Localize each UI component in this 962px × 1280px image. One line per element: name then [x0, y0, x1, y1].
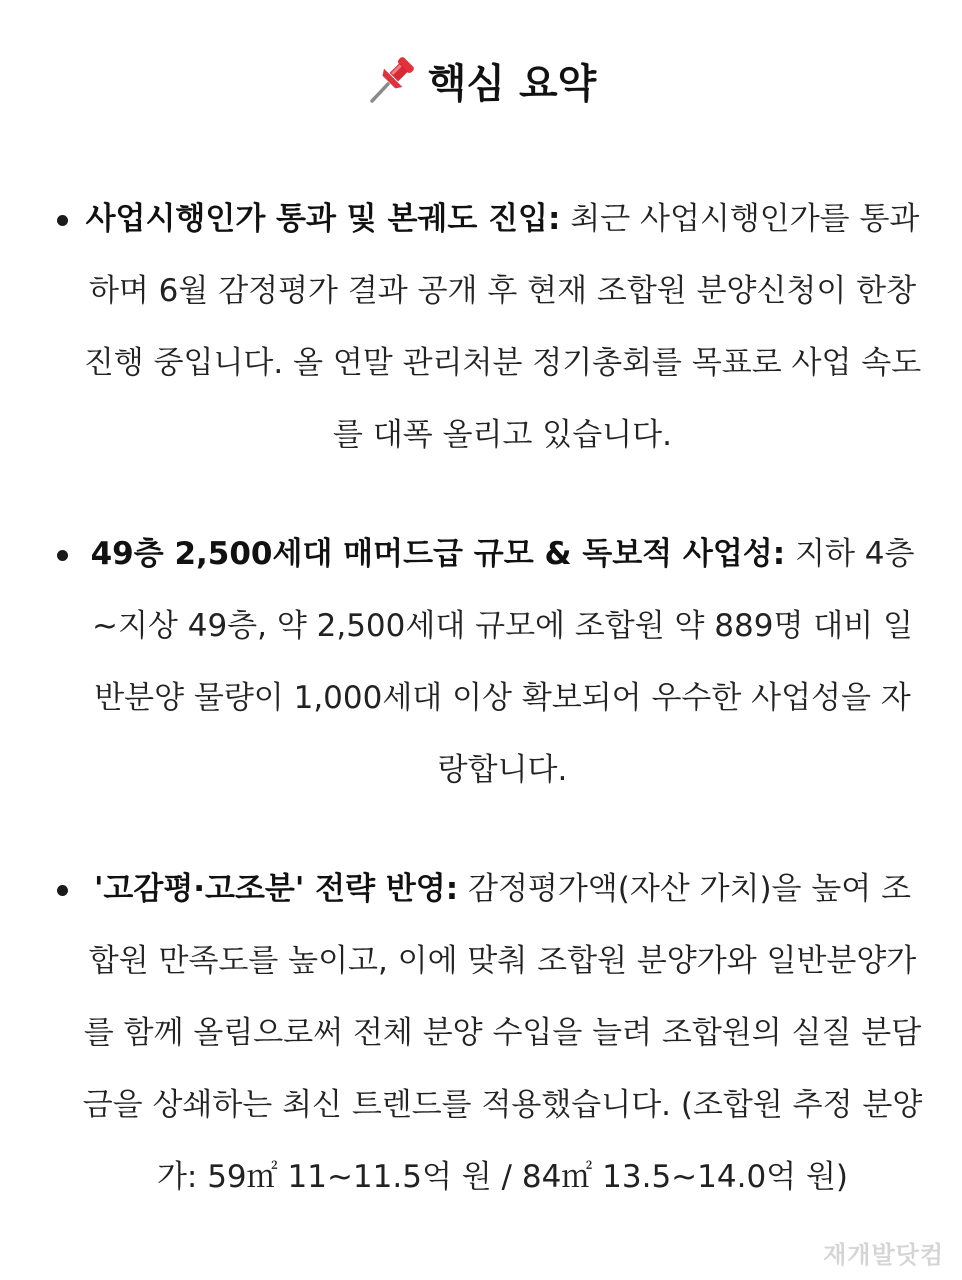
item-body: 최근 사업시행인가를 통과하며 6월 감정평가 결과 공개 후 현재 조합원 분양신청이 한창 진행 중입니다. 올 연말 관리처분 정기총회를 목표로 사업 속도를 대폭 올리고 있습니다. — [83, 201, 922, 453]
bullet-icon — [57, 885, 68, 896]
item-text — [80, 853, 925, 1213]
item-heading: '고감평·고조분' 전략 반영: — [93, 871, 459, 907]
item-body: 감정평가액(자산 가치)을 높여 조합원 만족도를 높이고, 이에 맞춰 조합원 분양가와 일반분양가를 함께 올림으로써 전체 분양 수입을 늘려 조합원의 실질 분담금을 상쇄하는 최신 트렌드를 적용했습니다. (조합원 추정 분양가: 59㎡ 11~11.5억 원 / 84㎡ 13.5~14.0억 원) — [82, 871, 923, 1195]
bullet-icon — [57, 215, 68, 226]
bullet-icon — [57, 550, 68, 561]
page-title-text: 핵심 요약 — [427, 60, 597, 107]
item-text — [80, 518, 925, 806]
item-text — [80, 183, 925, 471]
item-heading: 사업시행인가 통과 및 본궤도 진입: — [85, 201, 561, 237]
item-heading: 49층 2,500세대 매머드급 규모 & 독보적 사업성: — [90, 536, 786, 572]
page-title — [0, 49, 962, 119]
watermark: 재개발닷컴 — [823, 1241, 944, 1269]
pushpin-icon — [366, 53, 416, 107]
item-body: 지하 4층~지상 49층, 약 2,500세대 규모에 조합원 약 889명 대비 일반분양 물량이 1,000세대 이상 확보되어 우수한 사업성을 자랑합니다. — [92, 536, 915, 788]
